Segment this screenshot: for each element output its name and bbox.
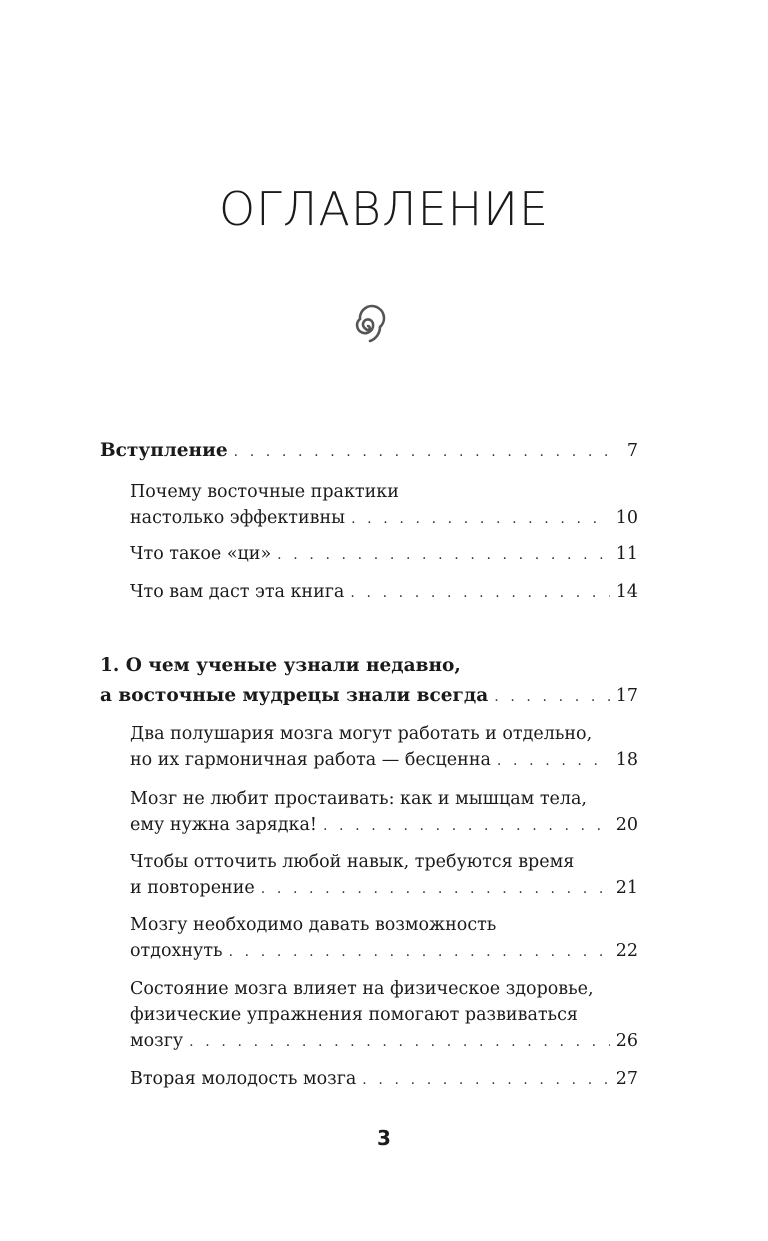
dot-leader <box>351 508 610 530</box>
toc-page-number: 22 <box>615 941 638 961</box>
toc-entry-line[interactable]: Чтобы отточить любой навык, требуются время <box>130 852 575 872</box>
toc-page-number: 14 <box>615 582 638 602</box>
toc-entry[interactable] <box>130 507 638 530</box>
toc-page-number: 21 <box>615 878 638 898</box>
toc-entry-label: Вступление <box>100 440 228 461</box>
toc-entry[interactable] <box>130 940 638 963</box>
toc-chapter-line[interactable]: 1. О чем ученые узнали недавно, <box>100 655 461 676</box>
toc-entry-label: Что такое «ци» <box>130 544 272 564</box>
toc-page-number: 17 <box>615 686 638 706</box>
toc-entry-intro[interactable] <box>100 440 638 463</box>
toc-entry[interactable] <box>130 1068 638 1091</box>
toc-entry-line[interactable]: Почему восточные практики <box>130 482 399 502</box>
toc-page-number: 18 <box>615 750 638 770</box>
toc-page-number: 27 <box>615 1069 638 1089</box>
toc-entry[interactable] <box>130 749 638 772</box>
toc-entry[interactable] <box>130 877 638 900</box>
dot-leader <box>189 1031 610 1053</box>
spiral-icon <box>343 303 393 353</box>
toc-entry-line[interactable]: Мозг не любит простаивать: как и мышцам тела, <box>130 789 587 809</box>
toc-page-number: 10 <box>615 508 638 528</box>
toc-entry-label: отдохнуть <box>130 941 223 961</box>
toc-entry[interactable] <box>130 581 638 604</box>
dot-leader <box>497 750 610 772</box>
dot-leader <box>362 1069 609 1091</box>
toc-entry-line[interactable]: Состояние мозга влияет на физическое здоровье, <box>130 979 594 999</box>
dot-leader <box>350 582 609 604</box>
page-title: ОГЛАВЛЕНИЕ <box>218 182 550 236</box>
toc-entry-line[interactable]: Два полушария мозга могут работать и отдельно, <box>130 724 593 744</box>
toc-entry[interactable] <box>130 1030 638 1053</box>
toc-entry-line[interactable]: Мозгу необходимо давать возможность <box>130 915 497 935</box>
dot-leader <box>277 544 610 566</box>
toc-entry-label: настолько эффективны <box>130 508 346 528</box>
toc-entry-label: Что вам даст эта книга <box>130 582 345 602</box>
toc-entry-label: а восточные мудрецы знали всегда <box>100 685 489 706</box>
toc-entry-label: и повторение <box>130 878 255 898</box>
toc-chapter-1[interactable] <box>100 685 638 708</box>
dot-leader <box>323 815 610 837</box>
dot-leader <box>494 686 610 708</box>
toc-entry-line[interactable]: физические упражнения помогают развиваться <box>130 1005 578 1025</box>
toc-entry[interactable] <box>130 543 638 566</box>
toc-entry[interactable] <box>130 814 638 837</box>
dot-leader <box>261 878 610 900</box>
toc-entry-label: ему нужна зарядка! <box>130 815 317 835</box>
toc-page-number: 26 <box>615 1031 638 1051</box>
dot-leader <box>229 941 610 963</box>
toc-entry-label: мозгу <box>130 1031 184 1051</box>
toc-entry-label: Вторая молодость мозга <box>130 1069 357 1089</box>
toc-entry-label: но их гармоничная работа — бесценна <box>130 750 491 770</box>
toc-page-number: 11 <box>615 544 638 564</box>
toc-page-number: 7 <box>626 441 638 461</box>
page-number: 3 <box>377 1126 391 1150</box>
toc-page-number: 20 <box>615 815 638 835</box>
dot-leader <box>234 441 621 463</box>
